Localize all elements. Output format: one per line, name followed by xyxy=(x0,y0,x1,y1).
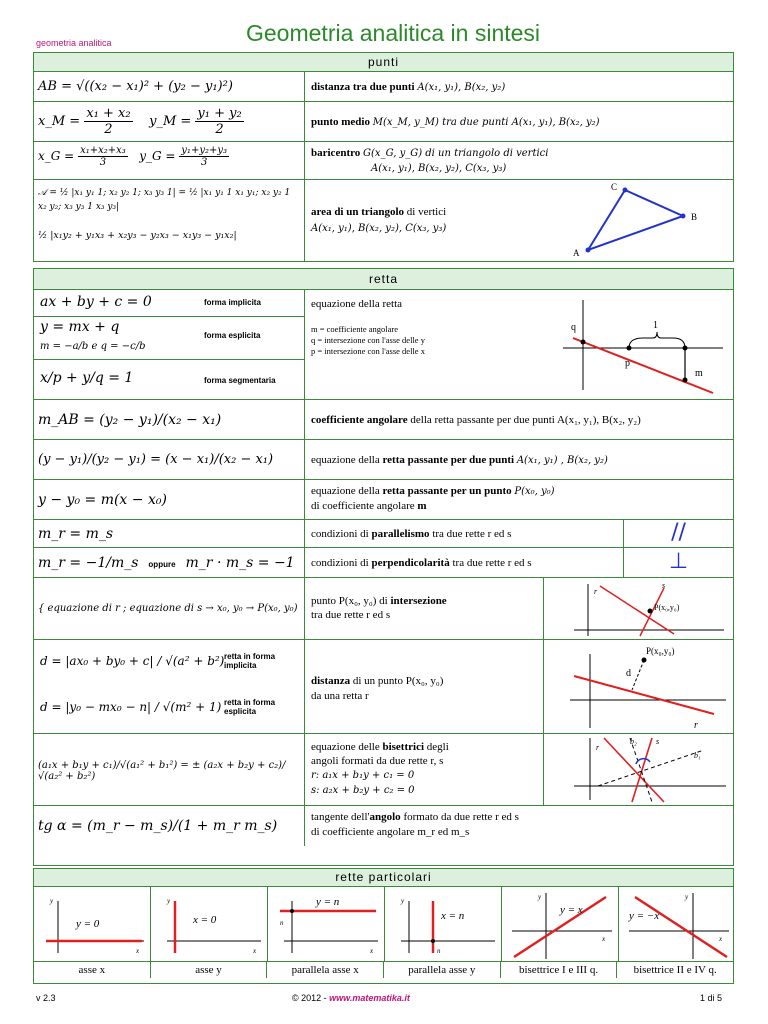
label-segmentaria: forma segmentaria xyxy=(204,376,276,385)
label-x: x xyxy=(719,935,723,943)
footer-version: v 2.3 xyxy=(36,993,56,1003)
desc-bis-a: equazione delle xyxy=(311,741,380,753)
desc-par-a: condizioni di xyxy=(311,528,369,540)
label-1: 1 xyxy=(653,320,658,331)
desc-area-bold: area di un triangolo xyxy=(311,206,405,218)
eq-label: x = 0 xyxy=(193,914,217,926)
desc-unpunto-bold: retta passante per un punto xyxy=(382,485,512,497)
graph-distanza xyxy=(543,640,733,733)
formula-distanza: AB = √((x₂ − x₁)² + (y₂ − y₁)²) xyxy=(34,72,305,101)
label-s: s xyxy=(656,737,660,746)
caption-asse-y: asse y xyxy=(151,962,268,978)
brace-1 xyxy=(629,332,685,348)
desc-bis: degli xyxy=(426,741,449,753)
triangle-svg xyxy=(563,180,733,260)
label-x: x xyxy=(370,947,374,955)
section-punti xyxy=(33,52,734,262)
point-m xyxy=(683,378,688,383)
desc-bis-s: s: a₂x + b₂y + c₂ = 0 xyxy=(311,785,415,796)
desc-duepunti-bold: retta passante per due punti xyxy=(382,454,515,466)
label-y: y xyxy=(401,897,405,905)
row-intersezione xyxy=(34,578,733,640)
footer-copyright: © 2012 - xyxy=(292,993,327,1003)
row-distanza xyxy=(34,72,733,102)
page-header xyxy=(0,0,768,50)
formula-due-punti: (y − y₁)/(y₂ − y₁) = (x − x₁)/(x₂ − x₁) xyxy=(34,440,305,479)
yg-label: y_G = xyxy=(139,149,176,163)
xg-num: x₁+x₂+x₃ xyxy=(80,145,126,156)
desc-equazione-retta: equazione della retta xyxy=(311,298,403,310)
perp-symbol: ⊥ xyxy=(623,548,733,577)
yg-den: 3 xyxy=(200,157,208,168)
desc-medio-bold: punto medio xyxy=(311,116,370,128)
desc-bis-r: r: a₁x + b₁y + c₁ = 0 xyxy=(311,770,415,781)
desc-duepunti-a: equazione della xyxy=(311,454,380,466)
row-tangente xyxy=(34,806,733,846)
desc-unpunto: P(x₀, y₀) xyxy=(514,486,555,497)
desc-bis-bold: bisettrici xyxy=(382,741,425,753)
graph-bisettrici-svg xyxy=(544,734,734,804)
section-bar-particolari: rette particolari xyxy=(34,869,733,887)
label-dist-esplicita: retta in forma esplicita xyxy=(224,698,276,716)
tile-bisettrice-2-4 xyxy=(619,887,735,961)
desc-area-2: A(x₁, y₁), B(x₂, y₂), C(x₃, y₃) xyxy=(311,223,447,234)
label-x: x xyxy=(602,935,606,943)
formula-dist-esplicita: d = |y₀ − mx₀ − n| / √(m² + 1) xyxy=(40,700,222,714)
xm-label: x_M = xyxy=(38,114,81,129)
desc-inter-a: punto P(x₀, y₀) di xyxy=(311,595,388,607)
caption-bisettrice-1-3: bisettrice I e III q. xyxy=(501,962,618,978)
label-r: r xyxy=(694,720,698,731)
label-b1: b₁ xyxy=(694,751,701,760)
row-area xyxy=(34,180,733,262)
label-m: m xyxy=(695,368,703,379)
label-dist-implicita: retta in forma implicita xyxy=(224,652,276,670)
label-y: y xyxy=(50,897,54,905)
graph-retta-svg xyxy=(543,290,733,398)
label-a: A xyxy=(573,248,580,258)
desc-baricentro-2: A(x₁, y₁), B(x₂, y₂), C(x₃, y₃) xyxy=(371,163,507,174)
graph-intersezione xyxy=(543,578,733,639)
label-p: P(x₀,y₀) xyxy=(654,603,680,612)
desc-medio: M(x_M, y_M) tra due punti A(x₁, y₁), B(x₂, y₂) xyxy=(372,117,600,128)
segment-d xyxy=(632,660,644,690)
row-un-punto xyxy=(34,480,733,520)
section-bar-punti: punti xyxy=(34,53,733,72)
ym-num: y₁ + y₂ xyxy=(197,106,242,121)
label-n: n xyxy=(437,947,441,955)
page-title: Geometria analitica in sintesi xyxy=(246,20,541,46)
section-retta xyxy=(33,268,734,866)
header-subject: geometria analitica xyxy=(36,38,112,48)
forma-segmentaria: x/p + y/q = 1 xyxy=(40,370,134,386)
label-r: r xyxy=(596,743,600,752)
desc-p: p = intersezione con l'asse delle x xyxy=(311,346,425,356)
vertex-c xyxy=(623,188,628,193)
label-q: q xyxy=(571,322,576,333)
desc-dist-2: da una retta r xyxy=(311,690,369,702)
desc-m: m = coefficiente angolare xyxy=(311,324,398,334)
graph-bisettrici xyxy=(543,734,733,805)
vertex-b xyxy=(681,214,686,219)
tile-asse-x xyxy=(34,887,151,961)
section-rette-particolari xyxy=(33,868,734,984)
tile-asse-y xyxy=(151,887,268,961)
label-p: P(x₀,y₀) xyxy=(646,646,675,656)
bisettrice-1 xyxy=(598,750,704,786)
label-b: B xyxy=(691,212,698,222)
label-n: n xyxy=(280,919,284,927)
eq-label: y = n xyxy=(316,896,340,908)
label-oppure: oppure xyxy=(148,560,176,569)
xg-label: x_G = xyxy=(38,149,75,163)
forma-esplicita: y = mx + q xyxy=(40,319,120,335)
row-distanza-retta xyxy=(34,640,733,734)
xm-den: 2 xyxy=(104,122,113,137)
graph-retta xyxy=(543,290,733,399)
desc-mab-bold: coefficiente angolare xyxy=(311,414,408,426)
formula-tangente: tg α = (m_r − m_s)/(1 + m_r m_s) xyxy=(34,806,305,846)
desc-unpunto-2: di coefficiente angolare xyxy=(311,500,415,512)
point-p xyxy=(627,346,632,351)
point-q xyxy=(581,340,586,345)
row-perpendicolarita xyxy=(34,548,733,578)
row-punto-medio xyxy=(34,102,733,142)
formula-area-det: 𝒜 = ½ |x₁ y₁ 1; x₂ y₂ 1; x₃ y₃ 1| = ½ |x₁ y₁ 1 x₁ y₁; x₂ y₂ 1 x₂ y₂; x₃ y₃ 1 x₃ y₃| xyxy=(38,188,291,212)
desc-distanza: A(x₁, y₁), B(x₂, y₂) xyxy=(417,82,506,93)
label-d: d xyxy=(626,668,631,679)
point-p xyxy=(642,658,647,663)
forma-esplicita-mq: m = −a/b e q = −c/b xyxy=(40,341,146,352)
row-baricentro xyxy=(34,142,733,180)
footer-site-link[interactable]: www.matematika.it xyxy=(329,993,410,1003)
formula-parallelismo: m_r = m_s xyxy=(34,520,305,547)
desc-unpunto-a: equazione della xyxy=(311,485,380,497)
ym-label: y_M = xyxy=(149,114,192,129)
caption-asse-x: asse x xyxy=(34,962,151,978)
row-mab xyxy=(34,400,733,440)
caption-bisettrice-2-4: bisettrice II e IV q. xyxy=(633,964,717,976)
formula-area-exp: ½ |x₁y₂ + y₁x₃ + x₂y₃ − y₂x₃ − x₁y₃ − y₁x₂| xyxy=(38,230,237,241)
desc-par-bold: parallelismo xyxy=(371,528,430,540)
row-forme xyxy=(34,290,733,400)
triangle-graph xyxy=(563,180,733,262)
point-n xyxy=(290,909,294,913)
desc-baricentro-bold: baricentro xyxy=(311,147,361,159)
label-y: y xyxy=(167,897,171,905)
label-x: x xyxy=(253,947,257,955)
label-p: p xyxy=(625,358,630,369)
label-x: x xyxy=(136,947,140,955)
desc-par: tra due rette r ed s xyxy=(432,528,512,540)
eq-label: x = n xyxy=(441,910,465,922)
tiles-row xyxy=(34,887,733,961)
row-due-punti xyxy=(34,440,733,480)
point-1 xyxy=(683,346,688,351)
formula-perp-2: m_r · m_s = −1 xyxy=(185,555,295,571)
label-y: y xyxy=(685,893,689,901)
label-c: C xyxy=(611,182,618,192)
row-bisettrici xyxy=(34,734,733,806)
line-r xyxy=(574,676,714,714)
point-intersezione xyxy=(648,609,653,614)
eq-label: y = x xyxy=(560,904,583,916)
formula-intersezione: { equazione di r ; equazione di s → x₀, y₀ → P(x₀, y₀) xyxy=(34,578,305,639)
desc-unpunto-m: m xyxy=(417,500,427,512)
ym-den: 2 xyxy=(215,122,224,137)
label-s: s xyxy=(662,581,666,590)
forma-implicita: ax + by + c = 0 xyxy=(40,294,152,310)
line-ymx xyxy=(635,897,727,957)
desc-bis-2: angoli formati da due rette r, s xyxy=(311,755,444,767)
tile-parallela-x xyxy=(268,887,385,961)
formula-perp: m_r = −1/m_s xyxy=(38,555,139,571)
tile-bisettrice-1-3 xyxy=(502,887,619,961)
desc-perp-bold: perpendicolarità xyxy=(371,557,450,569)
tile-captions xyxy=(34,961,733,978)
parallel-symbol: // xyxy=(623,520,733,547)
desc-distanza-bold: distanza tra due punti xyxy=(311,81,415,93)
graph-distanza-svg xyxy=(544,640,734,732)
label-y: y xyxy=(538,893,542,901)
label-implicita: forma implicita xyxy=(204,298,261,307)
section-bar-retta: retta xyxy=(34,269,733,290)
desc-tan: formato da due rette r ed s xyxy=(403,811,519,823)
vertex-a xyxy=(586,248,591,253)
desc-mab: della retta passante per due punti A(x₁, y₁), B(x₂, y₂) xyxy=(410,414,641,426)
tile-parallela-y xyxy=(385,887,502,961)
desc-dist-bold: distanza xyxy=(311,675,351,687)
label-esplicita: forma esplicita xyxy=(204,331,261,340)
label-r: r xyxy=(594,587,598,596)
desc-dist: di un punto P(x₀, y₀) xyxy=(352,675,444,687)
caption-parallela-x: parallela asse x xyxy=(267,962,384,978)
caption-parallela-y: parallela asse y xyxy=(384,962,501,978)
line-r xyxy=(604,738,664,802)
xm-num: x₁ + x₂ xyxy=(86,106,131,121)
yg-num: y₁+y₂+y₃ xyxy=(181,145,228,156)
triangle-shape xyxy=(588,190,683,250)
formula-bisettrici: (a₁x + b₁y + c₁)/√(a₁² + b₁²) = ± (a₂x + b₂y + c₂)/√(a₂² + b₂²) xyxy=(34,734,305,805)
desc-perp: tra due rette r ed s xyxy=(452,557,532,569)
desc-tan-bold: angolo xyxy=(369,811,401,823)
desc-tan-a: tangente dell' xyxy=(311,811,370,823)
formula-mab: m_AB = (y₂ − y₁)/(x₂ − x₁) xyxy=(34,400,305,439)
eq-label: y = −x xyxy=(629,910,660,922)
point-n xyxy=(431,939,435,943)
line-r xyxy=(573,338,713,393)
formula-dist-implicita: d = |ax₀ + by₀ + c| / √(a² + b²) xyxy=(40,654,225,668)
desc-tan-2: di coefficiente angolare m_r ed m_s xyxy=(311,826,470,838)
eq-label: y = 0 xyxy=(76,918,100,930)
row-parallelismo xyxy=(34,520,733,548)
desc-inter-2: tra due rette r ed s xyxy=(311,609,391,621)
angle-arc xyxy=(636,759,650,764)
desc-inter-bold: intersezione xyxy=(390,595,447,607)
desc-duepunti: A(x₁, y₁) , B(x₂, y₂) xyxy=(516,455,608,466)
desc-baricentro: G(x_G, y_G) di un triangolo di vertici xyxy=(363,148,549,159)
xg-den: 3 xyxy=(99,157,107,168)
desc-q: q = intersezione con l'asse delle y xyxy=(311,335,425,345)
graph-intersezione-svg xyxy=(544,578,734,638)
desc-perp-a: condizioni di xyxy=(311,557,369,569)
footer-page-number: 1 di 5 xyxy=(700,993,723,1003)
label-b2: b₂ xyxy=(630,737,637,746)
formula-un-punto: y − y₀ = m(x − x₀) xyxy=(34,480,305,519)
desc-area: di vertici xyxy=(406,206,447,218)
